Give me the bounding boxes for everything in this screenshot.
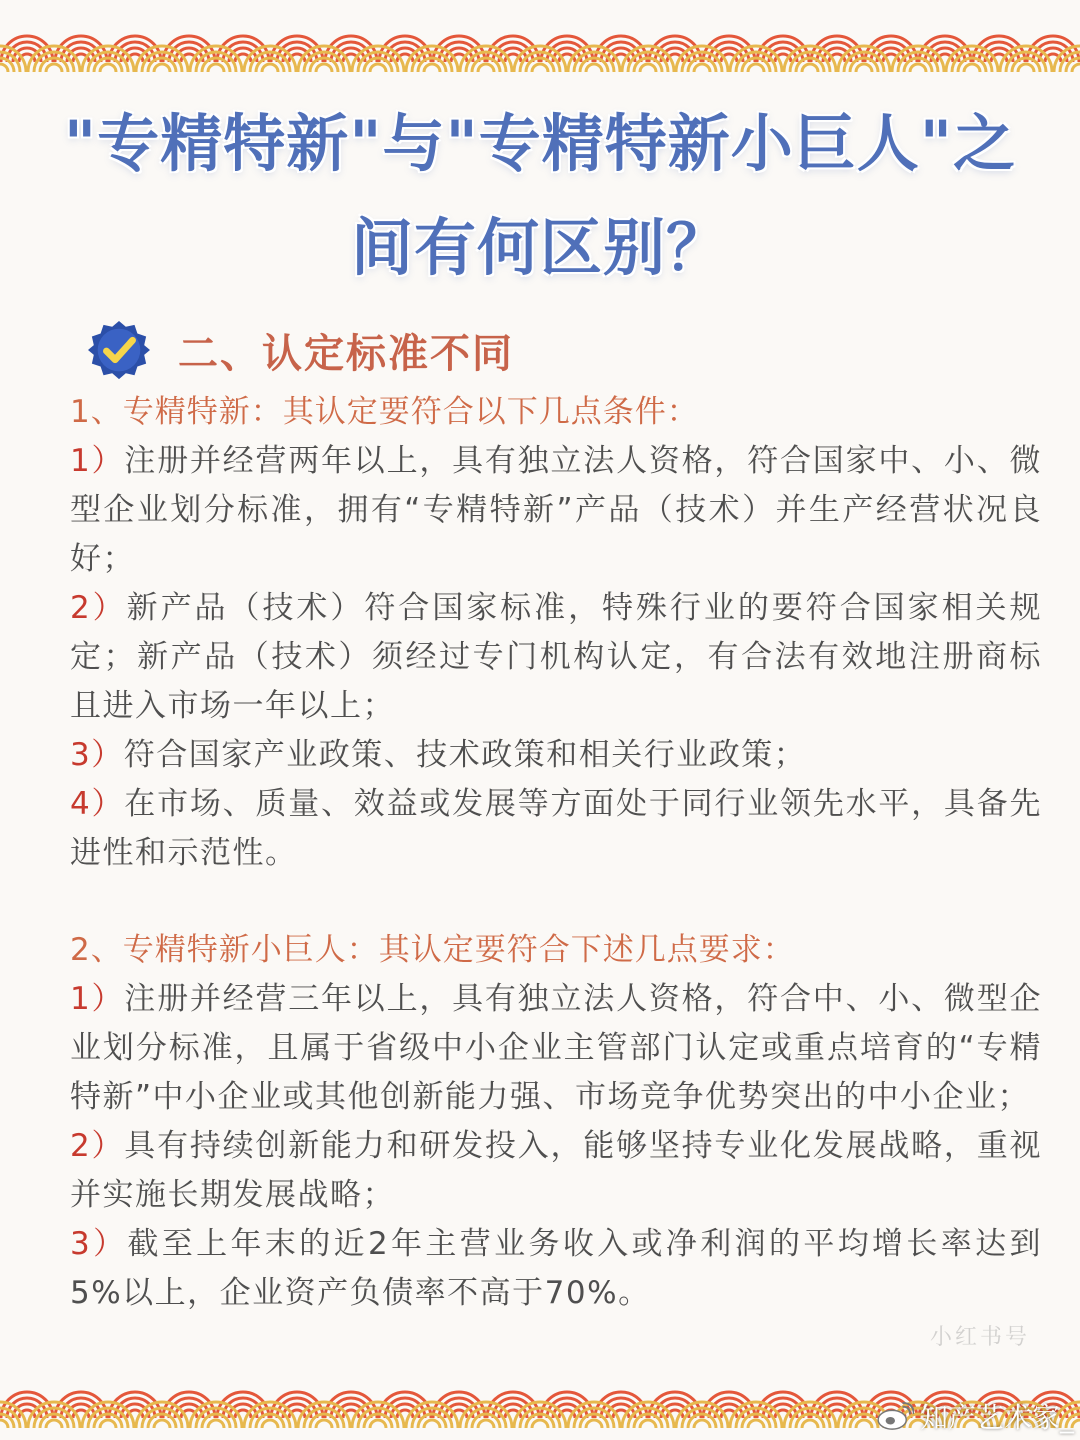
item-text: 注册并经营三年以上，具有独立法人资格，符合中、小、微型企业划分标准，且属于省级中小企业主管部门认定或重点培育的“专精特新”中小企业或其他创新能力强、市场竞争优势突出的中小企业； xyxy=(70,981,1042,1115)
wave-arc xyxy=(748,1420,764,1428)
watermark: 小红书号 xyxy=(929,1325,1030,1350)
item-number: 2） xyxy=(70,590,127,626)
wave-arc xyxy=(964,64,980,72)
wave-arc xyxy=(856,1420,872,1428)
item-number: 4） xyxy=(70,786,125,822)
item-number: 1） xyxy=(70,981,125,1017)
wave-arc xyxy=(424,64,440,72)
wave-arc xyxy=(478,64,494,72)
list-item xyxy=(70,975,1042,1122)
wave-arc xyxy=(100,1420,116,1428)
item-text: 具有持续创新能力和研发投入，能够坚持专业化发展战略，重视并实施长期发展战略； xyxy=(70,1128,1042,1213)
wave-arc xyxy=(262,64,278,72)
item-text: 在市场、质量、效益或发展等方面处于同行业领先水平，具备先进性和示范性。 xyxy=(70,786,1042,871)
wave-arc xyxy=(802,1420,818,1428)
list-item xyxy=(70,584,1042,731)
wave-arc xyxy=(154,64,170,72)
group-heading: 1、专精特新：其认定要符合以下几点条件： xyxy=(70,394,699,430)
item-number: 3） xyxy=(70,1226,128,1262)
wave-arc xyxy=(802,64,818,72)
wave-arc xyxy=(478,1420,494,1428)
list-item xyxy=(70,437,1042,584)
wave-arc xyxy=(694,1420,710,1428)
item-number: 3） xyxy=(70,737,124,773)
wave-arc xyxy=(1018,64,1034,72)
criteria-content xyxy=(70,388,1042,1318)
wave-arc xyxy=(46,1420,62,1428)
wave-arc xyxy=(154,1420,170,1428)
wave-arc xyxy=(208,64,224,72)
wave-arc xyxy=(586,64,602,72)
wave-arc xyxy=(0,1420,8,1428)
wave-arc xyxy=(586,1420,602,1428)
author-name: 知产艺术家_ xyxy=(919,1401,1074,1434)
criteria-group xyxy=(70,926,1042,1318)
wave-arc xyxy=(640,64,656,72)
wave-arc xyxy=(1072,64,1080,72)
check-badge-icon xyxy=(88,319,150,381)
item-text: 新产品（技术）符合国家标准，特殊行业的要符合国家相关规定；新产品（技术）须经过专门机构认定，有合法有效地注册商标且进入市场一年以上； xyxy=(70,590,1042,724)
section-header xyxy=(88,318,514,382)
wave-arc xyxy=(532,64,548,72)
list-item xyxy=(70,1220,1042,1318)
item-number: 2） xyxy=(70,1128,125,1164)
wave-arc xyxy=(370,1420,386,1428)
wave-arc xyxy=(316,1420,332,1428)
criteria-group xyxy=(70,388,1042,878)
page-title-line-1: "专精特新"与"专精特新小巨人"之 xyxy=(63,107,1017,180)
wave-arc xyxy=(532,1420,548,1428)
wave-arc xyxy=(316,64,332,72)
group-heading: 2、专精特新小巨人：其认定要符合下述几点要求： xyxy=(70,932,795,968)
list-item xyxy=(70,1122,1042,1220)
wave-arc xyxy=(46,64,62,72)
item-text: 截至上年末的近2年主营业务收入或净利润的平均增长率达到5%以上，企业资产负债率不高于70%。 xyxy=(70,1226,1042,1311)
decorative-wave-border-top xyxy=(0,18,1080,78)
section-heading: 二、认定标准不同 xyxy=(178,330,514,377)
wave-arc xyxy=(694,64,710,72)
item-number: 1） xyxy=(70,443,125,479)
wave-arc xyxy=(262,1420,278,1428)
item-text: 符合国家产业政策、技术政策和相关行业政策； xyxy=(123,737,807,773)
wave-arc xyxy=(640,1420,656,1428)
wave-arc xyxy=(424,1420,440,1428)
wave-arc xyxy=(856,64,872,72)
author-signature xyxy=(876,1398,1074,1434)
list-item xyxy=(70,731,1042,780)
wave-arc xyxy=(910,64,926,72)
wave-arc xyxy=(0,64,8,72)
page-title xyxy=(40,92,1040,300)
wave-arc xyxy=(370,64,386,72)
page-title-line-2: 间有何区别？ xyxy=(350,211,729,284)
item-text: 注册并经营两年以上，具有独立法人资格，符合国家中、小、微型企业划分标准，拥有“专精特新”产品（技术）并生产经营状况良好； xyxy=(70,443,1042,577)
wave-arc xyxy=(748,64,764,72)
list-item xyxy=(70,780,1042,878)
wave-arc xyxy=(208,1420,224,1428)
wave-arc xyxy=(100,64,116,72)
weibo-icon xyxy=(876,1401,914,1431)
